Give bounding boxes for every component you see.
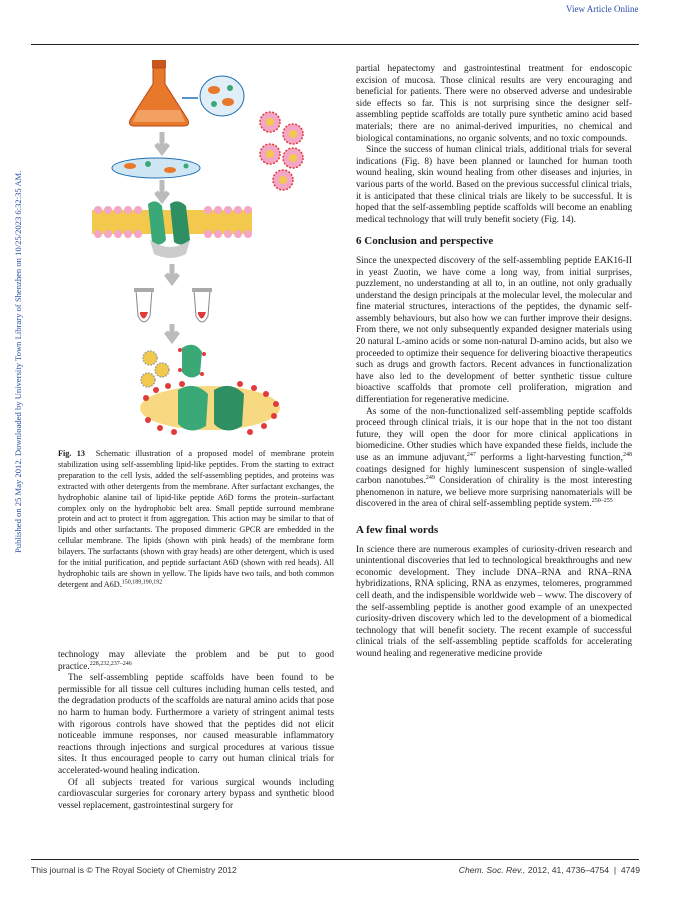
caption-refs[interactable]: 150,189,190,192	[121, 579, 163, 586]
micelle-cluster	[260, 112, 303, 190]
paragraph: Of all subjects treated for various surgical wounds including cardiovascular surgeries for coronary artery bypass and synthetic blood vessel replacement, gastrointestinal surgery for	[58, 777, 334, 811]
caption-text: Schematic illustration of a proposed model of membrane protein stabilization using self-assembling lipid-like peptides. From the starting to extract preparation to the cell lysis, added the self-assembling peptides, and proteins was extracted with other detergents from the membrane. After surfactant exchanges, the hydrophobic alanine tail of lipid-like peptide A6D forms the protein–surfactant complex only on the hydrophobic belt area. Small peptide surround membrane protein and act to protect it from aggregation. This action may be similar to that of lipids and other surfactants. The proposed dimmeric GPCR are embedded in the cellular membrane. The lipids (shown with pink heads) of the membrane form bilayers. The surfactants (shown with gray heads) are other detergent, which is used for the initial purification, and peptide surfactant A6D (shown with red heads). All hydrophobic tails are shown in yellow. The lipids have two tails, and both common detergent and A6D.	[58, 449, 335, 589]
down-arrow-icon	[166, 324, 178, 340]
down-arrow-icon	[156, 132, 168, 152]
down-arrow-icon	[156, 180, 168, 200]
cell-bubble	[200, 76, 244, 116]
page-number: 4749	[620, 865, 640, 875]
detergent-cluster	[141, 351, 169, 387]
figure-13-illustration	[90, 58, 320, 440]
paragraph: partial hepatectomy and gastrointestinal treatment for endoscopic excision of mucosa. Those clinical results are very encouraging and beneficial for patients. There were no observed adverse and undesirable side effects so far. This is not surprising since the designer self-assembling peptide scaffolds are totally pure synthetic amino acid based materials; there are no animal-derived impurities, no chemical and biological contaminations, no organic solvents, and no toxic compounds.	[356, 64, 632, 144]
paragraph: As some of the non-functionalized self-assembling peptide scaffolds proceed through clinical trials, it is our hope that in the not too distant future, they will open the door for more clinical applications in biomedicine. Other studies which have expanded these fields, include the use as an immune adjuvant,$^{247}$ performs a light-harvesting function,$^{248}$ coatings designed for highly luminescent suspension of single-walled carbon nanotubes.$^{249}$ Consideration of chirality is the most interesting phenomenon in nature, we believe more surprising nanomaterials will be discovered in the area of chiral self-assembling peptide system.$^{250-255}$	[356, 406, 632, 510]
footer-copyright: This journal is © The Royal Society of Chemistry 2012	[31, 865, 237, 875]
paragraph: Since the unexpected discovery of the self-assembling peptide EAK16-II in yeast Zuotin, we have come a long way, from initial surprises, puzzlement, no understanding at all to, in an outline, not only gradually understand the design principals at the molecular level, the molecular and fine material structures, interactions of the peptides, the dynamic self-assembly behaviours, but also how we can further improve their designs. From there, we not only subsequently expanded designer materials using 20 natural L-amino acids or some non-natural D-amino acids, but also we proceeded to optimize their sequence for delivering bioactive therapeutics such as drugs and growth factors. Recent advances in functionalization have also led to the development of better synthetic tissue culture bioactive scaffolds that promote cell proliferation, migration and differentiation for regenerative medicine.	[356, 255, 632, 406]
caption-label: Fig. 13	[58, 449, 85, 458]
left-column-text	[58, 650, 334, 812]
flask-icon	[130, 60, 189, 126]
sidebar-publication-note: Published on 25 May 2012. Downloaded by University Town Library of Shenzhen on 10/25/2023 6:32:35 AM.	[13, 170, 23, 553]
reference-link[interactable]: 249	[425, 475, 435, 482]
footer-rule	[31, 859, 639, 860]
protein-complex	[178, 345, 206, 378]
section-heading-final-words: A few final words	[356, 523, 439, 536]
reference-link[interactable]: 250–255	[591, 498, 613, 505]
paragraph: In science there are numerous examples of curiosity-driven research and unintentional discoveries that led to technological breakthroughs and new economic development. They include DNA–RNA and RNA–RNA hybridizations, RNA splicing, RNA as enzymes, telomeres, programmed cell death, and the indispensible worldwide web – www. The discovery of the self-assembling peptide is another good example of an unexpected curiosity-driven discovery which led to the development of a biomedical technology that will benefit society. The recent example of successful clinical trials of the self-assembling peptide scaffolds for accelerating wound healing and regenerative medicine provide	[356, 544, 632, 659]
reference-link[interactable]: 228,232,237–246	[89, 660, 132, 667]
cell-lysate	[112, 158, 200, 178]
membrane-bilayer	[92, 201, 252, 258]
reference-link[interactable]: 247	[466, 451, 476, 458]
view-article-online-link[interactable]: View Article Online	[566, 4, 639, 14]
dimeric-gpcr-complex	[140, 381, 280, 435]
paragraph: Since the success of human clinical trials, additional trials for several indications (Fig. 8) have been planned or launched for human tooth wound healing, skin wound healing from other diseases and injuries, in various parts of the world. Based on the previous successful clinical trials, it is anticipated that these clinical trials are likely to be successful. It is hoped that the self-assembling peptide scaffolds will become an enabling medical technology that will truly benefit society (Fig. 14).	[356, 145, 632, 225]
paragraph: The self-assembling peptide scaffolds have been found to be permissible for all tissue cell cultures including human cells tested, and the degradation products of the scaffolds are natural amino acids that pose no harm to human body. Furthermore a variety of stringent animal tests with rigorous controls have showed that the peptides did not elicit noticeable immune responses, nor caused measurable inflammatory reactions through injections and surgical procedures at various tissue sites. It thus encouraged people to carry out human clinical trials for accelerated-wound healing indication.	[58, 673, 334, 776]
down-arrow-icon	[166, 264, 178, 282]
section-heading-conclusion: 6 Conclusion and perspective	[356, 235, 494, 248]
centrifuge-tube	[192, 288, 212, 322]
paragraph: technology may alleviate the problem and be put to good practice.$^{228,232,237-246}$	[58, 650, 334, 672]
header-rule	[31, 44, 639, 45]
right-column-text	[356, 64, 632, 661]
centrifuge-tube	[134, 288, 154, 322]
footer-citation: Chem. Soc. Rev., 2012, 41, 4736–4754 | 4749	[458, 865, 640, 875]
reference-link[interactable]: 248	[623, 451, 632, 458]
figure-13-caption	[58, 449, 334, 591]
